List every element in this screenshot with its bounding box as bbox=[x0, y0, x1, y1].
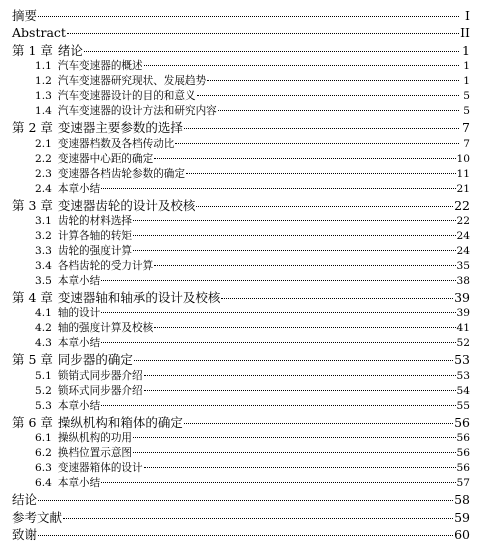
toc-entry-page-number: 54 bbox=[456, 384, 470, 397]
toc-entry-title: 变速器主要参数的选择 bbox=[57, 120, 183, 136]
toc-entry-title: 操纵机构和箱体的确定 bbox=[57, 414, 183, 430]
toc-entry-title: 本章小结 bbox=[57, 182, 101, 195]
dot-leader bbox=[133, 220, 456, 221]
toc-entry-number: 4.1 bbox=[35, 307, 52, 320]
toc-entry-number: 2.3 bbox=[35, 167, 52, 180]
dot-leader bbox=[154, 265, 455, 266]
toc-entry-page-number: 55 bbox=[456, 399, 470, 412]
toc-section-entry[interactable] bbox=[12, 214, 470, 229]
toc-chapter-entry[interactable] bbox=[12, 491, 470, 508]
toc-entry-number: 3.4 bbox=[35, 259, 52, 272]
toc-entry-page-number: 5 bbox=[463, 90, 470, 103]
toc-entry-number: 3.2 bbox=[35, 229, 52, 242]
toc-entry-title: 齿轮的强度计算 bbox=[57, 244, 133, 257]
toc-chapter-entry[interactable] bbox=[12, 351, 470, 368]
toc-chapter-entry[interactable] bbox=[12, 526, 470, 543]
toc-entry-title: 换档位置示意图 bbox=[57, 447, 133, 460]
dot-leader bbox=[38, 16, 459, 17]
toc-entry-page-number: 41 bbox=[456, 322, 470, 335]
toc-section-entry[interactable] bbox=[12, 152, 470, 167]
toc-entry-number: 4.3 bbox=[35, 337, 52, 350]
toc-entry-page-number: 10 bbox=[456, 152, 470, 165]
toc-entry-number: 2.4 bbox=[35, 182, 52, 195]
toc-chapter-entry[interactable] bbox=[12, 7, 470, 24]
toc-entry-page-number: 7 bbox=[463, 137, 470, 150]
toc-entry-title: 变速器轴和轴承的设计及校核 bbox=[57, 289, 221, 305]
toc-entry-page-number: 22 bbox=[454, 197, 470, 213]
toc-section-entry[interactable] bbox=[12, 369, 470, 384]
dot-leader bbox=[101, 188, 455, 189]
toc-entry-page-number: 56 bbox=[456, 447, 470, 460]
dot-leader bbox=[84, 51, 459, 52]
toc-entry-title: 变速器箱体的设计 bbox=[57, 462, 143, 475]
dot-leader bbox=[101, 482, 455, 483]
toc-entry-number: 第 3 章 bbox=[12, 197, 53, 213]
toc-entry-page-number: 59 bbox=[454, 509, 470, 525]
dot-leader bbox=[184, 423, 453, 424]
toc-entry-title: 绪论 bbox=[57, 42, 83, 58]
toc-entry-page-number: 1 bbox=[463, 60, 470, 73]
toc-entry-number: 1.2 bbox=[35, 75, 52, 88]
toc-entry-page-number: 1 bbox=[462, 42, 470, 58]
dot-leader bbox=[101, 312, 455, 313]
toc-entry-page-number: 22 bbox=[456, 214, 470, 227]
toc-entry-number: 6.1 bbox=[35, 432, 52, 445]
dot-leader bbox=[67, 33, 459, 34]
toc-section-entry[interactable] bbox=[12, 306, 470, 321]
toc-entry-number: 1.3 bbox=[35, 90, 52, 103]
dot-leader bbox=[63, 518, 453, 519]
toc-entry-title: Abstract bbox=[12, 25, 66, 41]
toc-section-entry[interactable] bbox=[12, 59, 470, 74]
toc-entry-page-number: 58 bbox=[454, 492, 470, 508]
dot-leader bbox=[184, 128, 459, 129]
toc-section-entry[interactable] bbox=[12, 476, 470, 491]
toc-entry-title: 本章小结 bbox=[57, 337, 101, 350]
dot-leader bbox=[144, 65, 459, 66]
dot-leader bbox=[154, 327, 455, 328]
toc-entry-page-number: II bbox=[460, 25, 470, 41]
dot-leader bbox=[133, 437, 456, 438]
toc-entry-title: 汽车变速器研究现状、发展趋势 bbox=[57, 75, 207, 88]
toc-entry-title: 变速器中心距的确定 bbox=[57, 152, 154, 165]
toc-entry-page-number: 39 bbox=[454, 289, 470, 305]
toc-entry-number: 2.1 bbox=[35, 137, 52, 150]
toc-chapter-entry[interactable] bbox=[12, 289, 470, 306]
toc-entry-page-number: 24 bbox=[456, 229, 470, 242]
dot-leader bbox=[154, 158, 455, 159]
toc-section-entry[interactable] bbox=[12, 89, 470, 104]
toc-entry-title: 轴的强度计算及校核 bbox=[57, 322, 154, 335]
toc-entry-page-number: 24 bbox=[456, 244, 470, 257]
toc-entry-page-number: 52 bbox=[456, 337, 470, 350]
toc-entry-title: 本章小结 bbox=[57, 399, 101, 412]
toc-section-entry[interactable] bbox=[12, 259, 470, 274]
toc-entry-number: 6.3 bbox=[35, 462, 52, 475]
toc-entry-page-number: 56 bbox=[456, 462, 470, 475]
toc-section-entry[interactable] bbox=[12, 244, 470, 259]
toc-entry-number: 第 1 章 bbox=[12, 42, 53, 58]
toc-chapter-entry[interactable] bbox=[12, 414, 470, 431]
toc-entry-title: 致谢 bbox=[12, 526, 38, 542]
toc-entry-number: 1.1 bbox=[35, 60, 52, 73]
dot-leader bbox=[175, 143, 459, 144]
toc-entry-page-number: 53 bbox=[454, 352, 470, 368]
toc-section-entry[interactable] bbox=[12, 74, 470, 89]
dot-leader bbox=[101, 342, 455, 343]
dot-leader bbox=[144, 467, 456, 468]
toc-entry-title: 锁环式同步器介绍 bbox=[57, 384, 143, 397]
toc-entry-title: 锁销式同步器介绍 bbox=[57, 369, 143, 382]
toc-section-entry[interactable] bbox=[12, 399, 470, 414]
toc-entry-page-number: 5 bbox=[463, 105, 470, 118]
table-of-contents bbox=[12, 7, 470, 543]
dot-leader bbox=[144, 375, 456, 376]
toc-entry-number: 3.1 bbox=[35, 214, 52, 227]
toc-entry-number: 第 4 章 bbox=[12, 289, 53, 305]
toc-entry-page-number: 35 bbox=[456, 259, 470, 272]
toc-entry-number: 5.3 bbox=[35, 399, 52, 412]
toc-entry-page-number: 11 bbox=[456, 167, 470, 180]
toc-entry-title: 汽车变速器的概述 bbox=[57, 60, 143, 73]
toc-entry-number: 6.4 bbox=[35, 477, 52, 490]
toc-entry-title: 汽车变速器的设计方法和研究内容 bbox=[57, 105, 217, 118]
toc-chapter-entry[interactable] bbox=[12, 119, 470, 136]
toc-entry-title: 参考文献 bbox=[12, 509, 63, 525]
toc-entry-number: 4.2 bbox=[35, 322, 52, 335]
toc-entry-page-number: 7 bbox=[462, 120, 470, 136]
toc-entry-title: 本章小结 bbox=[57, 477, 101, 490]
dot-leader bbox=[133, 250, 456, 251]
dot-leader bbox=[196, 206, 453, 207]
toc-section-entry[interactable] bbox=[12, 182, 470, 197]
toc-entry-title: 齿轮的材料选择 bbox=[57, 214, 133, 227]
toc-entry-number: 第 2 章 bbox=[12, 120, 53, 136]
toc-section-entry[interactable] bbox=[12, 137, 470, 152]
toc-entry-title: 操纵机构的功用 bbox=[57, 432, 133, 445]
toc-section-entry[interactable] bbox=[12, 229, 470, 244]
dot-leader bbox=[101, 405, 455, 406]
toc-chapter-entry[interactable] bbox=[12, 197, 470, 214]
toc-entry-title: 摘要 bbox=[12, 8, 38, 23]
toc-chapter-entry[interactable] bbox=[12, 24, 470, 41]
toc-section-entry[interactable] bbox=[12, 461, 470, 476]
dot-leader bbox=[134, 360, 453, 361]
toc-entry-number: 6.2 bbox=[35, 447, 52, 460]
dot-leader bbox=[101, 280, 455, 281]
dot-leader bbox=[218, 110, 459, 111]
toc-entry-page-number: 57 bbox=[456, 477, 470, 490]
toc-section-entry[interactable] bbox=[12, 321, 470, 336]
toc-chapter-entry[interactable] bbox=[12, 42, 470, 59]
toc-entry-number: 5.2 bbox=[35, 384, 52, 397]
toc-entry-title: 变速器齿轮的设计及校核 bbox=[57, 197, 196, 213]
toc-entry-number: 3.3 bbox=[35, 244, 52, 257]
toc-entry-number: 1.4 bbox=[35, 105, 52, 118]
dot-leader bbox=[144, 390, 456, 391]
toc-entry-title: 变速器档数及各档传动比 bbox=[57, 137, 175, 150]
toc-entry-title: 结论 bbox=[12, 492, 38, 508]
toc-entry-number: 2.2 bbox=[35, 152, 52, 165]
dot-leader bbox=[38, 500, 453, 501]
toc-entry-number: 5.1 bbox=[35, 369, 52, 382]
toc-entry-number: 3.5 bbox=[35, 274, 52, 287]
toc-entry-page-number: 56 bbox=[454, 414, 470, 430]
dot-leader bbox=[221, 298, 453, 299]
toc-entry-title: 各档齿轮的受力计算 bbox=[57, 259, 154, 272]
toc-entry-title: 变速器各档齿轮参数的确定 bbox=[57, 167, 185, 180]
toc-entry-page-number: 53 bbox=[456, 369, 470, 382]
toc-entry-number: 第 5 章 bbox=[12, 352, 53, 368]
toc-entry-page-number: 56 bbox=[456, 432, 470, 445]
dot-leader bbox=[207, 80, 459, 81]
toc-chapter-entry[interactable] bbox=[12, 509, 470, 526]
toc-entry-page-number: 1 bbox=[463, 75, 470, 88]
dot-leader bbox=[133, 452, 456, 453]
dot-leader bbox=[186, 173, 456, 174]
toc-entry-number: 第 6 章 bbox=[12, 414, 53, 430]
toc-section-entry[interactable] bbox=[12, 431, 470, 446]
toc-section-entry[interactable] bbox=[12, 384, 470, 399]
toc-entry-title: 同步器的确定 bbox=[57, 352, 133, 368]
toc-section-entry[interactable] bbox=[12, 336, 470, 351]
dot-leader bbox=[133, 235, 456, 236]
toc-section-entry[interactable] bbox=[12, 104, 470, 119]
toc-entry-title: 轴的设计 bbox=[57, 307, 101, 320]
toc-section-entry[interactable] bbox=[12, 167, 470, 182]
toc-entry-page-number: 38 bbox=[456, 274, 470, 287]
toc-entry-title: 本章小结 bbox=[57, 274, 101, 287]
dot-leader bbox=[38, 535, 453, 536]
toc-entry-page-number: 39 bbox=[456, 307, 470, 320]
toc-entry-page-number: I bbox=[465, 8, 470, 23]
toc-entry-title: 计算各轴的转矩 bbox=[57, 229, 133, 242]
toc-entry-title: 汽车变速器设计的目的和意义 bbox=[57, 90, 196, 103]
dot-leader bbox=[197, 95, 459, 96]
toc-section-entry[interactable] bbox=[12, 274, 470, 289]
toc-entry-page-number: 60 bbox=[454, 526, 470, 542]
toc-section-entry[interactable] bbox=[12, 446, 470, 461]
toc-entry-page-number: 21 bbox=[456, 182, 470, 195]
